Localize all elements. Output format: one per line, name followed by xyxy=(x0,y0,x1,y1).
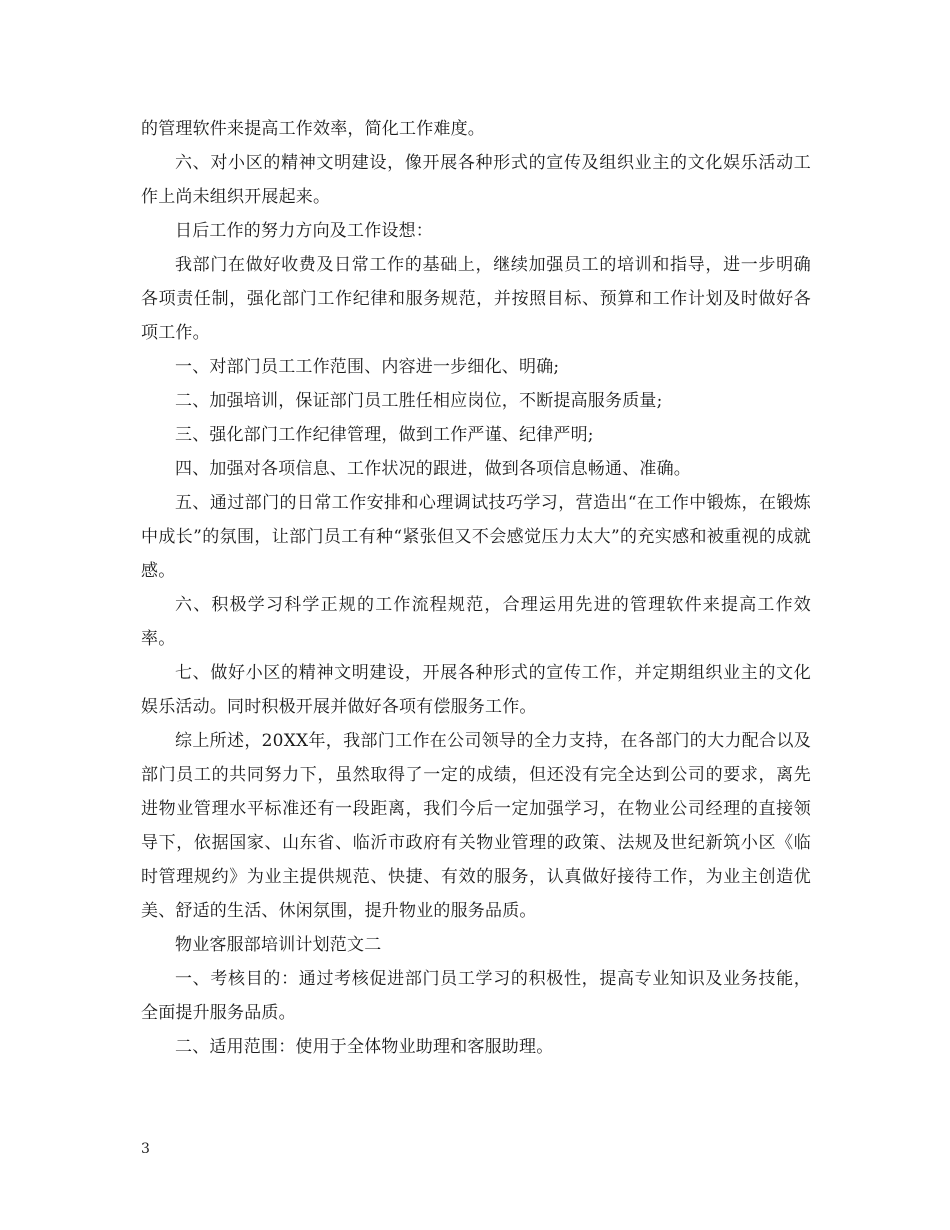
body-paragraph: 一、对部门员工工作范围、内容进一步细化、明确; xyxy=(175,357,560,377)
body-paragraph: 六、对小区的精神文明建设，像开展各种形式的宣传及组织业主的文化娱乐活动工作上尚未组织开展起来。 xyxy=(141,153,811,207)
body-paragraph: 日后工作的努力方向及工作设想： xyxy=(175,221,433,241)
page-number: 3 xyxy=(141,1141,150,1157)
body-paragraph: 二、加强培训，保证部门员工胜任相应岗位，不断提高服务质量; xyxy=(175,391,663,411)
body-paragraph: 综上所述，20XX年，我部门工作在公司领导的全力支持，在各部门的大力配合以及部门员工的共同努力下，虽然取得了一定的成绩，但还没有完全达到公司的要求，离先进物业管理水平标准还有一段距离，我们今后一定加强学习，在物业公司经理的直接领导下，依据国家、山东省、临沂市政府有关物业管理的政策、法规及世纪新筑小区《临时管理规约》为业主提供规范、快捷、有效的服务，认真做好接待工作，为业主创造优美、舒适的生活、休闲氛围，提升物业的服务品质。 xyxy=(141,731,811,921)
body-paragraph: 二、适用范围：使用于全体物业助理和客服助理。 xyxy=(175,1037,554,1057)
body-paragraph: 我部门在做好收费及日常工作的基础上，继续加强员工的培训和指导，进一步明确各项责任制，强化部门工作纪律和服务规范，并按照目标、预算和工作计划及时做好各项工作。 xyxy=(141,255,811,343)
body-paragraph: 五、通过部门的日常工作安排和心理调试技巧学习，营造出“在工作中锻炼，在锻炼中成长”的氛围，让部门员工有种“紧张但又不会感觉压力太大”的充实感和被重视的成就感。 xyxy=(141,493,811,581)
body-paragraph: 三、强化部门工作纪律管理，做到工作严谨、纪律严明; xyxy=(175,425,594,445)
body-paragraph: 四、加强对各项信息、工作状况的跟进，做到各项信息畅通、准确。 xyxy=(175,459,691,479)
body-paragraph: 七、做好小区的精神文明建设，开展各种形式的宣传工作，并定期组织业主的文化娱乐活动。同时积极开展并做好各项有偿服务工作。 xyxy=(141,663,811,717)
body-paragraph: 的管理软件来提高工作效率，简化工作难度。 xyxy=(141,119,485,139)
document-body xyxy=(141,112,811,1064)
body-paragraph: 六、积极学习科学正规的工作流程规范，合理运用先进的管理软件来提高工作效率。 xyxy=(141,595,811,649)
body-paragraph: 物业客服部培训计划范文二 xyxy=(175,935,382,955)
body-paragraph: 一、考核目的：通过考核促进部门员工学习的积极性，提高专业知识及业务技能，全面提升服务品质。 xyxy=(141,969,811,1023)
